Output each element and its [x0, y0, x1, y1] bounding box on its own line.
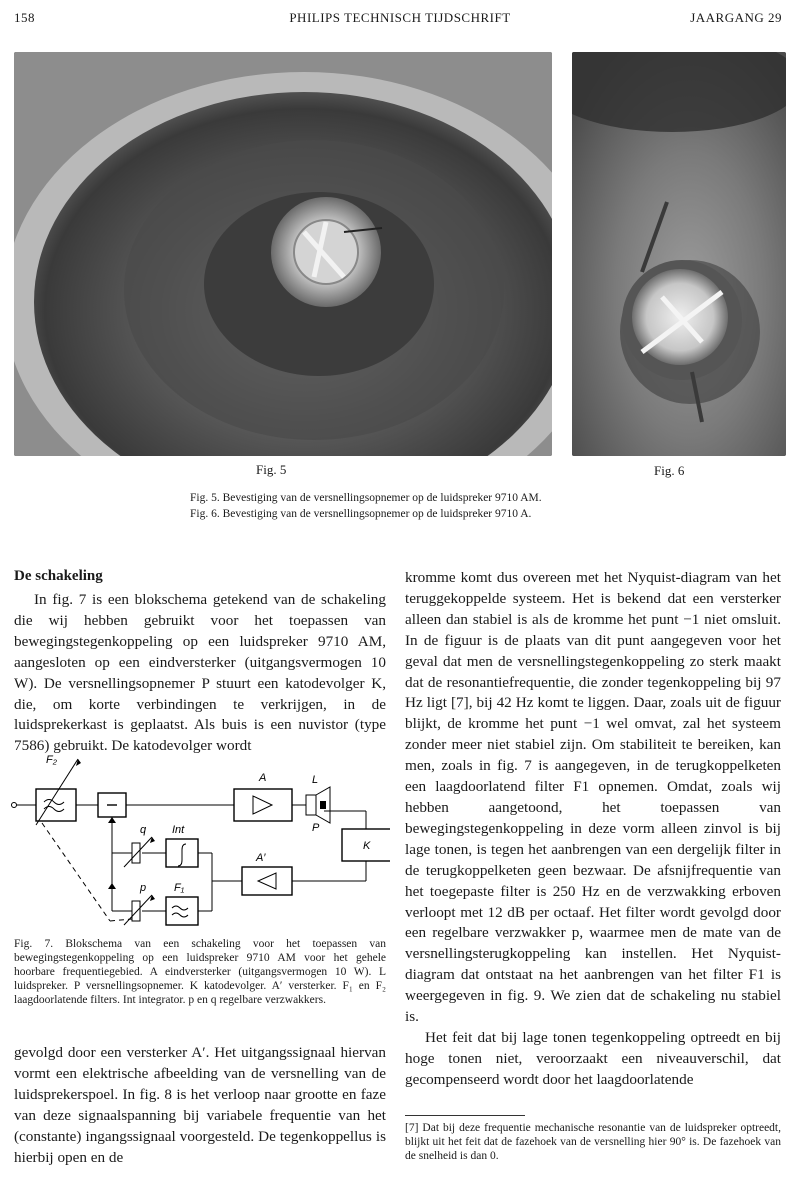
label-k: K	[363, 840, 371, 852]
label-f1: F₁	[174, 882, 185, 894]
figure-caption-line2: Fig. 6. Bevestiging van de versnellingsopnemer op de luidspreker 9710 A.	[190, 508, 532, 520]
label-a-prime: A′	[256, 852, 266, 864]
page-number: 158	[14, 10, 35, 25]
right-paragraph-1: kromme komt dus overeen met het Nyquist-diagram van het teruggekoppelde systeem. Het is bekend dat een versterker alleen dan stabiel is als de kromme het punt −1 niet omsluit. In de figuur is de plaats van dit punt aangegeven voor het geval dat men de versnellingstegenkoppeling zo sterk maakt dat de resonantiefrequentie, die zonder tegenkoppeling bij 97 Hz ligt [7], bij 42 Hz komt te liggen. Daar, zoals uit de figuur blijkt, de kromme het punt −1 wel omvat, zal het systeem zonder meer niet stabiel zijn. Om stabiliteit te bereiken, kan men, zoals in fig. 7 is aangegeven, in de terugkoppelketen een laagdoorlatend filter F1 opnemen. Omdat, zoals wij hebben aangetoond, het toepassen van bewegingstegenkoppeling in deze vorm alleen zinvol is bij lage tonen, is tegen het aanbrengen van een dergelijk filter in de terugkoppelketen geen bezwaar. De afsnijfrequentie van het toegepaste filter is 250 Hz en de verzwakking erboven verloopt met 12 dB per octaaf. Het filter wordt gevolgd door een regelbare verzwakker p, waarmee men de mate van de versnellingsterugkoppeling kan instellen. Het Nyquist-diagram dat ontstaat na het aanbrengen van het filter F1 is weergegeven in fig. 9. We zien dat de schakeling nu stabiel is.	[405, 569, 781, 1026]
section-heading: De schakeling	[14, 568, 103, 584]
loudspeaker-l	[306, 795, 316, 815]
fig7-caption: Fig. 7. Blokschema van een schakeling voor het toepassen van bewegingstegenkoppeling op een luidspreker 9710 AM voor het gehele hoorbare frequentiegebied. A eindversterker (uitgangsvermogen 10 W). L luidspreker. P versnellingsopnemer. K katodevolger. A′ versterker. F₁ en F₂ laagdoorlatende filters. Int integrator. p en q regelbare verzwakkers.	[14, 938, 386, 1006]
paragraph-text: In fig. 7 is een blokschema getekend van de schakeling die wij hebben gebruikt voor het toepassen van bewegingstegenkoppeling op een luidspreker 9710 AM, aangesloten op een eindversterker (uitgangsvermogen 10 W). De versnellingsopnemer P stuurt een katodevolger K, die, om korte verbindingen te verkrijgen, in de luidsprekerkast is geplaatst. Als buis is een nuvistor (type 7586) gebruikt. De katodevolger wordt	[14, 591, 386, 755]
label-a: A	[259, 772, 267, 784]
left-column-paragraph-1	[14, 590, 386, 757]
label-p-pickup: P	[312, 822, 320, 834]
amplifier-a-block	[234, 789, 292, 821]
fig5-label: Fig. 5	[256, 462, 287, 477]
attenuator-p	[132, 901, 140, 921]
loudspeaker-photo-fig5	[14, 52, 552, 456]
label-l: L	[312, 774, 319, 786]
label-p: p	[140, 882, 147, 894]
loudspeaker-photo-fig6	[572, 52, 786, 456]
footnote-text: Dat bij deze frequentie mechanische resonantie van de luidspreker optreedt, blijkt uit het feit dat de fazehoek van de versnelling hier 90° is. De fazehoek van de snelheid is dan 0.	[405, 1122, 782, 1162]
attenuator-q	[132, 843, 140, 863]
paragraph-text: gevolgd door een versterker A′. Het uitgangssignaal hiervan vormt een elektrische afbeelding van de versnelling van de luidsprekerspoel. In fig. 8 is het verloop naar grootte en faze van deze signaalspanning bij variabele frequentie van het (constante) ingangssignaal voorgesteld. De tegenkoppellus is hierbij open en de	[14, 1044, 386, 1166]
filter-f1-block	[166, 897, 198, 925]
label-q: q	[140, 824, 147, 836]
figure-caption-line1: Fig. 5. Bevestiging van de versnellingsopnemer op de luidspreker 9710 AM.	[190, 492, 542, 504]
left-column-paragraph-2	[14, 1043, 386, 1168]
footnote-marker: [7]	[405, 1122, 419, 1134]
label-int: Int	[172, 824, 185, 836]
journal-title: PHILIPS TECHNISCH TIJDSCHRIFT	[289, 10, 511, 25]
volume-label: JAARGANG 29	[690, 10, 782, 25]
fig6-label: Fig. 6	[654, 463, 685, 478]
block-diagram	[6, 743, 390, 933]
footnote-rule	[405, 1115, 525, 1116]
amplifier-a-prime-block	[242, 867, 292, 895]
right-column	[405, 568, 781, 1091]
right-paragraph-2: Het feit dat bij lage tonen tegenkoppeling optreedt en bij hoge tonen niet, veroorzaakt een niveauverschil, dat gecompenseerd wordt door het laagdoorlatende	[405, 1028, 781, 1088]
footnote	[405, 1122, 781, 1163]
label-f2: F₂	[46, 754, 57, 766]
